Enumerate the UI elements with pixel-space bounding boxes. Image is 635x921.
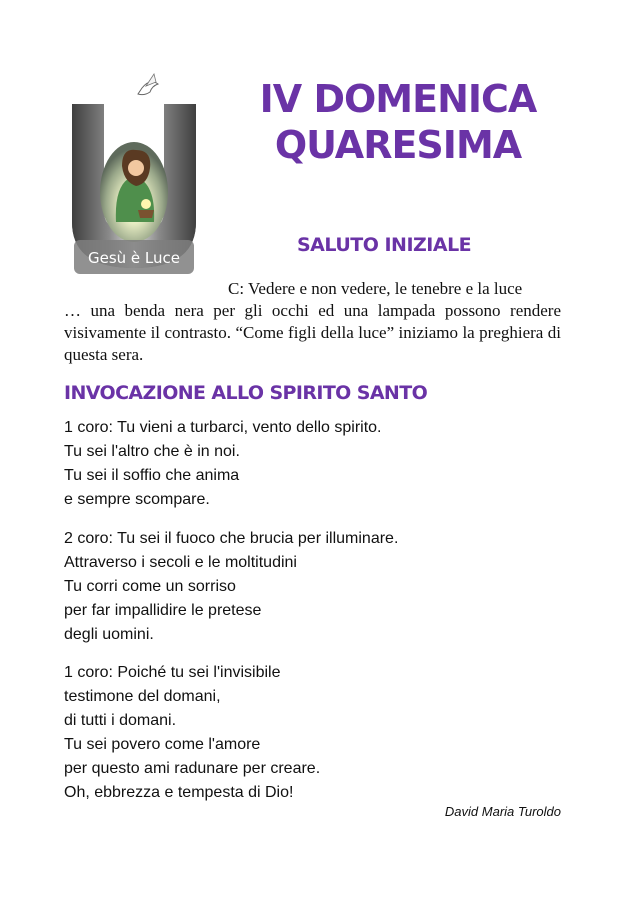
stanza-2 — [64, 527, 564, 647]
stanza-line: Tu sei il soffio che anima — [64, 467, 240, 484]
saluto-first-text: Vedere e non vedere, le tenebre e la luce — [248, 279, 523, 298]
title-line-1: IV DOMENICA — [259, 77, 537, 121]
logo-caption: Gesù è Luce — [87, 249, 181, 267]
stanza-line: di tutti i domani. — [64, 712, 177, 729]
stanza-line: per far impallidire le pretese — [64, 602, 262, 619]
page-title — [212, 76, 584, 168]
stanza-line: Tu corri come un sorriso — [64, 578, 236, 595]
stanza-line: 2 coro: Tu sei il fuoco che brucia per illuminare. — [64, 530, 399, 547]
stanza-line: testimone del domani, — [64, 688, 221, 705]
author-signature: David Maria Turoldo — [444, 804, 561, 819]
saluto-paragraph — [64, 278, 561, 366]
stanza-line: Tu sei l'altro che è in noi. — [64, 443, 240, 460]
title-line-2: QUARESIMA — [274, 123, 522, 167]
stanza-line: 1 coro: Poiché tu sei l'invisibile — [64, 664, 281, 681]
stanza-line: Tu sei povero come l'amore — [64, 736, 261, 753]
stanza-1 — [64, 416, 564, 512]
gesu-e-luce-logo — [64, 72, 204, 290]
stanza-line: per questo ami radunare per creare. — [64, 760, 321, 777]
stanza-line: e sempre scompare. — [64, 491, 210, 508]
saluto-rest-text: … una benda nera per gli occhi ed una lampada possono rendere visivamente il contrasto. “Come figli della luce” iniziamo la preghiera di questa sera. — [64, 301, 561, 364]
stanza-line: Attraverso i secoli e le moltitudini — [64, 554, 297, 571]
stanza-line: 1 coro: Tu vieni a turbarci, vento dello spirito. — [64, 419, 382, 436]
invocazione-heading: INVOCAZIONE ALLO SPIRITO SANTO — [64, 382, 428, 404]
saluto-heading: SALUTO INIZIALE — [297, 234, 472, 256]
stanza-line: Oh, ebbrezza e tempesta di Dio! — [64, 784, 294, 801]
saluto-first-line — [64, 278, 561, 300]
stanza-3 — [64, 661, 564, 805]
speaker-label: C: — [228, 279, 245, 298]
stanza-line: degli uomini. — [64, 626, 154, 643]
